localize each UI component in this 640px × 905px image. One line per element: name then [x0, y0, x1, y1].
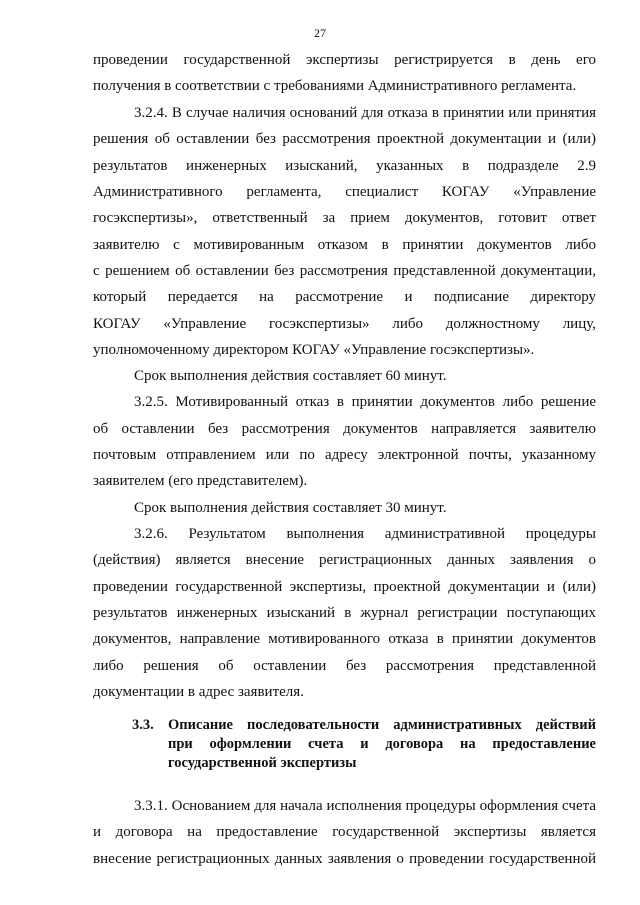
- section-heading-line: при оформлении счета и договора на предоставление: [168, 736, 596, 752]
- text-line: почтовым отправлением или по адресу электронной почты, указанному: [93, 447, 596, 463]
- text-line: уполномоченному директором КОГАУ «Управление госэкспертизы».: [93, 342, 535, 358]
- section-heading-line: государственной экспертизы: [168, 755, 357, 771]
- text-line: 3.2.6. Результатом выполнения административной процедуры: [134, 526, 596, 542]
- text-line: заявителю с мотивированным отказом в принятии документов либо: [93, 237, 596, 253]
- text-line: который передается на рассмотрение и подписание директору: [93, 289, 596, 305]
- text-line: документов, направление мотивированного отказа в принятии документов: [93, 631, 596, 647]
- text-line: и договора на предоставление государственной экспертизы является: [93, 824, 596, 840]
- text-line: результатов инженерных изысканий в журнал регистрации поступающих: [93, 605, 596, 621]
- text-line: об оставлении без рассмотрения документов направляется заявителю: [93, 421, 596, 437]
- text-line: получения в соответствии с требованиями Административного регламента.: [93, 78, 577, 94]
- text-line: госэкспертизы», ответственный за прием документов, готовит ответ: [93, 210, 596, 226]
- text-line: с решением об оставлении без рассмотрения представленной документации,: [93, 263, 596, 279]
- text-line: внесение регистрационных данных заявления о проведении государственной: [93, 851, 596, 867]
- text-line: документации в адрес заявителя.: [93, 684, 304, 700]
- text-line: проведении государственной экспертизы, проектной документации и (или): [93, 579, 596, 595]
- text-line: решения об оставлении без рассмотрения проектной документации и (или): [93, 131, 596, 147]
- page-number: 27: [314, 26, 326, 40]
- section-number: 3.3.: [132, 717, 154, 733]
- text-line: либо решения об оставлении без рассмотрения представленной: [93, 658, 596, 674]
- text-line: заявителем (его представителем).: [93, 473, 308, 489]
- text-line: КОГАУ «Управление госэкспертизы» либо должностному лицу,: [93, 316, 596, 332]
- text-line: 3.3.1. Основанием для начала исполнения процедуры оформления счета: [134, 798, 596, 814]
- text-line: проведении государственной экспертизы регистрируется в день его: [93, 52, 596, 68]
- text-line: Срок выполнения действия составляет 60 минут.: [134, 368, 447, 384]
- section-heading-line: Описание последовательности административных действий: [168, 717, 596, 733]
- text-line: результатов инженерных изысканий, указанных в подразделе 2.9: [93, 158, 596, 174]
- text-line: Административного регламента, специалист КОГАУ «Управление: [93, 184, 596, 200]
- text-line: 3.2.5. Мотивированный отказ в принятии документов либо решение: [134, 394, 596, 410]
- text-line: 3.2.4. В случае наличия оснований для отказа в принятии или принятия: [134, 105, 596, 121]
- text-line: Срок выполнения действия составляет 30 минут.: [134, 500, 447, 516]
- text-line: (действия) является внесение регистрационных данных заявления о: [93, 552, 596, 568]
